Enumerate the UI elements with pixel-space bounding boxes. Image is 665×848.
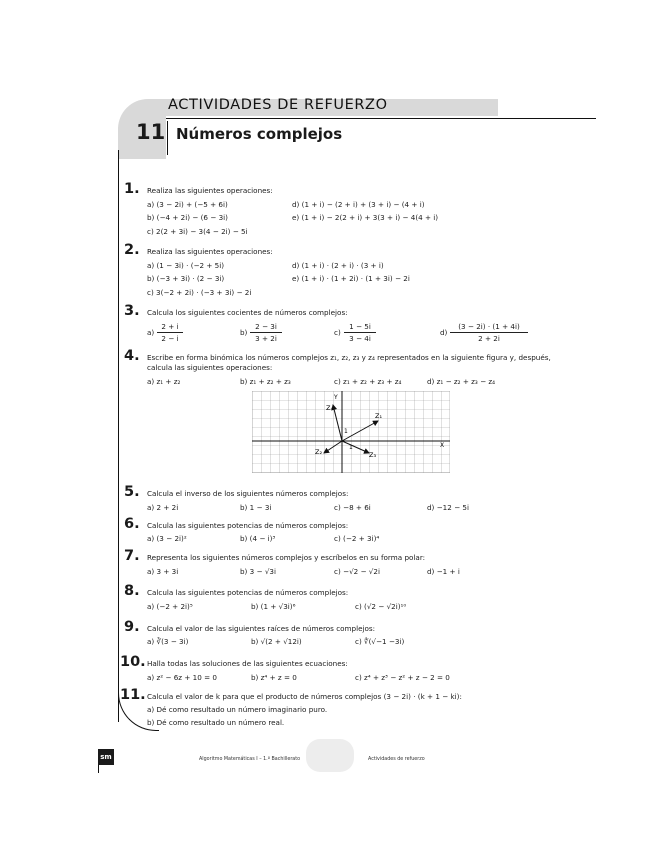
question-text: Realiza las siguientes operaciones: (147, 247, 273, 256)
exercise-item: d) z₁ − z₂ + z₃ − z₄ (427, 377, 496, 386)
fraction-numerator: 2 + i (161, 322, 179, 331)
item-label: a) (147, 328, 155, 337)
question-text: Representa los siguientes números complejos y escríbelos en su forma polar: (147, 553, 426, 562)
question-text: Calcula el valor de k para que el producto de números complejos (3 − 2i) · (k + 1 − ki): (147, 692, 462, 701)
fraction-numerator: 2 − 3i (255, 322, 277, 331)
exercise-item: a) 3 + 3i (147, 567, 179, 576)
exercise-item: b) √(2 + √12i) (251, 637, 302, 646)
question-text: Calcula el valor de las siguientes raíces de números complejos: (147, 624, 376, 633)
exercise-item: b) (−3 + 3i) · (2 − 3i) (147, 274, 225, 283)
exercise-item: a) Dé como resultado un número imaginario puro. (147, 705, 328, 714)
question-number: 5. (124, 484, 140, 500)
exercise-item: b) z₁ + z₂ + z₃ (240, 377, 291, 386)
question-number: 2. (124, 242, 140, 258)
exercise-item: a) (1 − 3i) · (−2 + 5i) (147, 261, 225, 270)
question-text: Calcula las siguientes potencias de números complejos: (147, 521, 349, 530)
exercise-item: b) (4 − i)³ (240, 534, 276, 543)
footer-section-name: Actividades de refuerzo (368, 757, 425, 762)
exercise-item: c) 3(−2 + 2i) · (−3 + 3i) − 2i (147, 288, 252, 297)
item-label: b) (240, 328, 248, 337)
fraction-denominator: 2 − i (161, 334, 179, 343)
exercise-item: d) −12 − 5i (427, 503, 469, 512)
question-number: 11. (120, 687, 146, 703)
exercise-item: e) (1 + i) − 2(2 + i) + 3(3 + i) − 4(4 + i) (292, 213, 439, 222)
publisher-logo: sm (98, 749, 114, 765)
x-axis-label: X (440, 442, 445, 449)
y-axis-label: Y (334, 394, 338, 401)
exercise-item: a) 2 + 2i (147, 503, 179, 512)
y-tick-one: 1 (344, 428, 348, 435)
unit-divider (167, 121, 168, 155)
exercise-item: c) (−2 + 3i)⁴ (334, 534, 380, 543)
exercise-item: a) (−2 + 2i)⁵ (147, 602, 193, 611)
exercise-item: c) 2(2 + 3i) − 3(4 − 2i) − 5i (147, 227, 248, 236)
exercise-item: b) Dé como resultado un número real. (147, 718, 285, 727)
section-title: ACTIVIDADES DE REFUERZO (168, 97, 388, 113)
exercise-item: c) −√2 − √2i (334, 567, 380, 576)
exercise-item: c) −8 + 6i (334, 503, 371, 512)
exercise-item: a) ∛(3 − 3i) (147, 637, 189, 646)
label-z2: Z₂ (315, 448, 323, 456)
question-number: 9. (124, 619, 140, 635)
exercise-item: b) 1 − 3i (240, 503, 272, 512)
fraction-denominator: 2 + 2i (478, 334, 500, 343)
fraction-bar (344, 332, 376, 333)
exercise-item: b) (−4 + 2i) − (6 − 3i) (147, 213, 228, 222)
item-label: d) (440, 328, 448, 337)
exercise-item: a) (3 − 2i)² (147, 534, 187, 543)
exercise-item: a) (3 − 2i) + (−5 + 6i) (147, 200, 228, 209)
x-tick-one: 1 (349, 444, 353, 451)
complex-plane-figure (252, 391, 450, 477)
question-text: calcula las siguientes operaciones: (147, 363, 273, 372)
exercise-item: b) 3 − √3i (240, 567, 276, 576)
footer-book-title: Algoritmo Matemáticas I – 1.º Bachillerato (199, 757, 301, 762)
question-number: 8. (124, 583, 140, 599)
exercise-item: d) (1 + i) − (2 + i) + (3 + i) − (4 + i) (292, 200, 425, 209)
complex-plane-svg (252, 391, 450, 473)
question-text: Escribe en forma binómica los números complejos z₁, z₂, z₃ y z₄ representados en la siguiente figura y, después, (147, 353, 551, 362)
label-z3: Z₃ (369, 451, 377, 459)
exercise-item: a) z₁ + z₂ (147, 377, 181, 386)
exercise-item: d) (1 + i) · (2 + i) · (3 + i) (292, 261, 384, 270)
question-number: 1. (124, 181, 140, 197)
fraction-bar (250, 332, 282, 333)
question-number: 4. (124, 348, 140, 364)
exercise-item: a) z² − 6z + 10 = 0 (147, 673, 217, 682)
question-number: 3. (124, 303, 140, 319)
question-text: Calcula las siguientes potencias de números complejos: (147, 588, 349, 597)
question-text: Halla todas las soluciones de las siguientes ecuaciones: (147, 659, 348, 668)
question-text: Realiza las siguientes operaciones: (147, 186, 273, 195)
exercise-item: c) z⁴ + z³ − z² + z − 2 = 0 (355, 673, 450, 682)
unit-title: Números complejos (176, 125, 343, 143)
fraction-bar (450, 332, 528, 333)
margin-rule (118, 150, 119, 722)
question-text: Calcula el inverso de los siguientes números complejos: (147, 489, 349, 498)
question-number: 10. (120, 654, 146, 670)
exercise-item: c) ∜(√−1 −3i) (355, 637, 405, 646)
label-z1: Z₁ (375, 412, 383, 420)
fraction-numerator: (3 − 2i) · (1 + 4i) (458, 322, 520, 331)
fraction-bar (157, 332, 183, 333)
exercise-item: c) (√2 − √2i)¹⁰ (355, 602, 407, 611)
exercise-item: b) (1 + √3i)⁶ (251, 602, 296, 611)
question-number: 6. (124, 516, 140, 532)
question-number: 7. (124, 548, 140, 564)
exercise-item: b) z⁴ + z = 0 (251, 673, 297, 682)
unit-number: 11 (136, 120, 166, 144)
header-rule (166, 118, 596, 119)
exercise-item: d) −1 + i (427, 567, 460, 576)
grid-background (252, 391, 450, 473)
fraction-denominator: 3 − 4i (349, 334, 371, 343)
page-number-tab (306, 739, 354, 772)
question-text: Calcula los siguientes cocientes de números complejos: (147, 308, 348, 317)
logo-tick (98, 765, 99, 773)
label-z4: Z₄ (326, 404, 334, 412)
fraction-denominator: 3 + 2i (255, 334, 277, 343)
exercise-item: e) (1 + i) · (1 + 2i) · (1 + 3i) − 2i (292, 274, 410, 283)
item-label: c) (334, 328, 341, 337)
exercise-item: c) z₁ + z₂ + z₃ + z₄ (334, 377, 402, 386)
fraction-numerator: 1 − 5i (349, 322, 371, 331)
